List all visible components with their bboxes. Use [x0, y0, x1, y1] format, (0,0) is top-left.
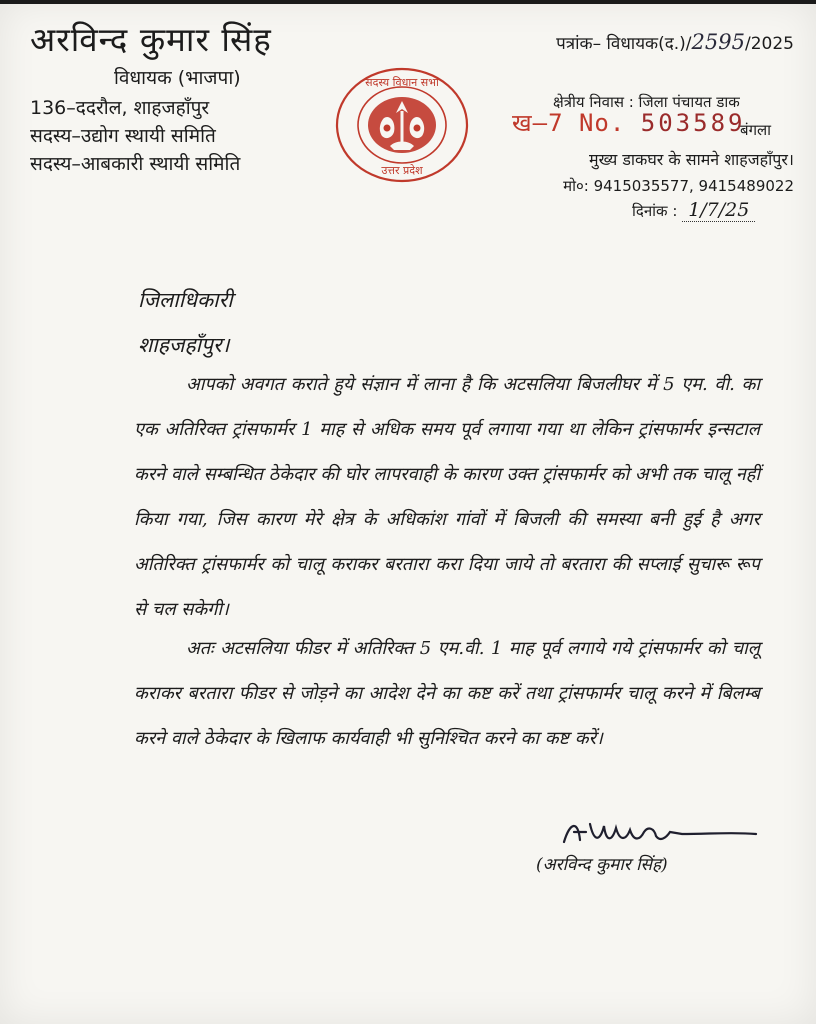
emblem-bottom-text: उत्तर प्रदेश [381, 164, 423, 177]
residence-address: मुख्य डाकघर के सामने शाहजहाँपुर। [589, 150, 794, 169]
stamp-prefix: ख–7 No. [512, 109, 626, 137]
stamp-serial: 503589 [640, 109, 746, 137]
assembly-emblem-icon [334, 66, 470, 184]
letter-date [632, 199, 755, 221]
mla-name: अरविन्द कुमार सिंह [30, 20, 272, 59]
committee-line-2: सदस्य–आबकारी स्थायी समिति [30, 153, 241, 175]
residence-bungalow: बंगला [740, 121, 772, 139]
reference-year: /2025 [745, 34, 794, 54]
recipient-title: जिलाधिकारी [138, 288, 233, 312]
body-paragraph-1: आपको अवगत कराते हुये संज्ञान में लाना है कि अटसलिया बिजलीघर में 5 एम. वी. का एक अतिरिक्त ट्रांसफार्मर 1 माह से अधिक समय पूर्व लगाया गया था लेकिन ट्रांसफार्मर इन्सटाल करने वाले सम्बन्धित ठेकेदार की घोर लापरवाही के कारण उक्त ट्रांसफार्मर को अभी तक चालू नहीं किया गया, जिस कारण मेरे क्षेत्र के अधिकांश गांवों में बिजली की समस्या बनी हुई है अगर अतिरिक्त ट्रांसफार्मर को चालू कराकर बरतारा करा दिया जाये तो बरतारा की सप्लाई सुचारू रूप से चल सकेगी। [134, 374, 760, 620]
reference-number [556, 30, 794, 54]
serial-stamp [512, 106, 745, 139]
date-label: दिनांक : [632, 202, 678, 220]
emblem-top-text: सदस्य विधान सभा [365, 76, 439, 89]
phone-numbers: मो०: 9415035577, 9415489022 [563, 177, 794, 195]
committee-line-1: सदस्य–उद्योग स्थायी समिति [30, 125, 216, 147]
recipient-place: शाहजहाँपुर। [138, 333, 230, 357]
signatory-name: (अरविन्द कुमार सिंह) [536, 855, 668, 875]
handwritten-signature [560, 812, 760, 856]
constituency-line: 136–ददरौल, शाहजहाँपुर [30, 97, 210, 119]
mla-role: विधायक (भाजपा) [114, 67, 241, 89]
reference-handwritten-number: 2595 [691, 30, 745, 54]
date-value: 1/7/25 [682, 199, 755, 222]
reference-prefix: पत्रांक– विधायक(द.)/ [556, 34, 692, 54]
residence-label: क्षेत्रीय निवास : जिला पंचायत डाक [553, 93, 740, 111]
body-paragraph-2: अतः अटसलिया फीडर में अतिरिक्त 5 एम.वी. 1 माह पूर्व लगाये गये ट्रांसफार्मर को चालू कराकर बरतारा फीडर से जोड़ने का आदेश देने का कष्ट करें तथा ट्रांसफार्मर चालू करने में बिलम्ब करने वाले ठेकेदार के खिलाफ कार्यवाही भी सुनिश्चित करने का कष्ट करें। [134, 638, 760, 749]
